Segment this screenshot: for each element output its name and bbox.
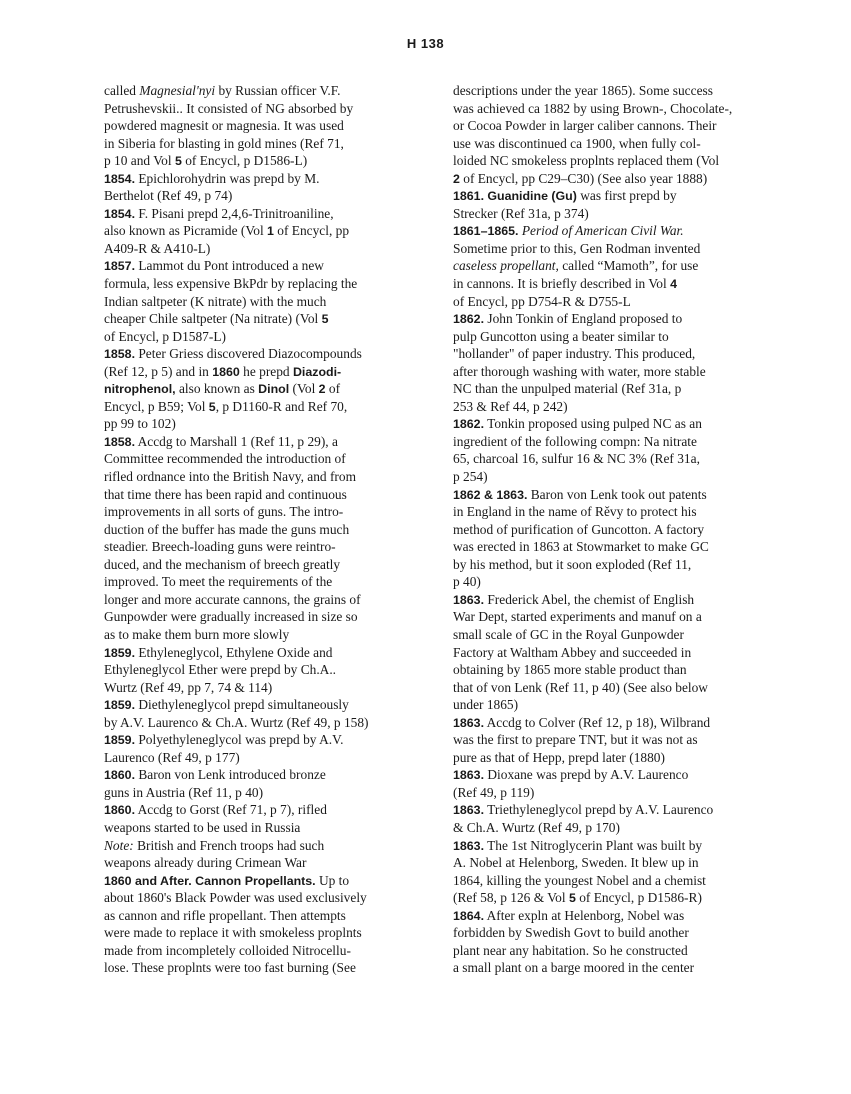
text-line (453, 240, 769, 258)
text-run: Berthelot (Ref 49, p 74) (104, 188, 233, 204)
text-line (104, 170, 422, 188)
text-line (453, 328, 769, 346)
text-run: 1863. (453, 838, 485, 853)
text-run: of (325, 381, 341, 397)
text-line (104, 942, 422, 960)
text-line (104, 573, 422, 591)
text-run: 1859. (104, 698, 136, 713)
text-run: 5 (174, 154, 182, 169)
text-line (453, 135, 769, 153)
text-run: 1860 and After. Cannon Propellants. (104, 873, 316, 888)
text-run: by A.V. Laurenco & Ch.A. Wurtz (Ref 49, p 158) (104, 714, 369, 730)
text-run: The 1st Nitroglycerin Plant was built by (484, 837, 703, 853)
text-run: Ethyleneglycol, Ethylene Oxide and (135, 644, 333, 660)
text-run: After expln at Helenborg, Nobel was (484, 907, 685, 923)
text-run: by Russian officer V.F. (215, 83, 341, 98)
text-line (104, 205, 422, 223)
text-run: or Cocoa Powder in larger caliber cannons. Their (453, 118, 717, 134)
text-run: Factory at Waltham Abbey and succeeded in (453, 644, 692, 660)
text-run: 1857. (104, 259, 136, 274)
text-run: 1859. (104, 645, 136, 660)
text-run: 1860 (212, 364, 240, 379)
text-run: 1854. (104, 206, 136, 221)
text-run: that of von Lenk (Ref 11, p 40) (See also below (453, 679, 708, 695)
text-line (453, 819, 769, 837)
text-line (104, 696, 422, 714)
text-run: about 1860's Black Powder was used exclusively (104, 890, 367, 906)
text-run: Accdg to Gorst (Ref 71, p 7), rifled (135, 802, 327, 818)
text-line (104, 152, 422, 170)
text-line (104, 731, 422, 749)
text-run: pp 99 to 102) (104, 416, 176, 432)
text-run: was first prepd by (576, 188, 677, 204)
text-line (453, 959, 769, 977)
text-line (453, 626, 769, 644)
text-run: 1863. (453, 768, 485, 783)
text-line (453, 924, 769, 942)
text-run: (Vol (289, 381, 319, 397)
text-run: improved. To meet the requirements of the (104, 574, 333, 590)
text-run: were made to replace it with smokeless proplnts (104, 925, 362, 941)
text-line (453, 503, 769, 521)
left-text-column (104, 82, 422, 977)
text-line (453, 100, 769, 118)
text-line (104, 591, 422, 609)
text-run: "hollander" of paper industry. This produced, (453, 346, 696, 362)
text-line (104, 907, 422, 925)
text-run: nitrophenol, (104, 382, 176, 397)
text-run: pulp Guncotton using a beater similar to (453, 328, 669, 344)
text-run: of Encycl, p D1586-R) (575, 890, 702, 906)
text-run: method of purification of Guncotton. A factory (453, 521, 705, 537)
text-line (453, 837, 769, 855)
text-line (453, 433, 769, 451)
text-line (104, 240, 422, 258)
text-line (104, 222, 422, 240)
text-run: made from incompletely colloided Nitrocellu- (104, 942, 351, 958)
text-line (453, 679, 769, 697)
text-line (453, 661, 769, 679)
text-run: John Tonkin of England proposed to (484, 311, 683, 327)
text-run: Magnesial'nyi (139, 83, 216, 98)
text-run: called “Mamoth”, for use (558, 258, 699, 274)
text-line (453, 345, 769, 363)
text-run: by his method, but it soon exploded (Ref 11, (453, 556, 692, 572)
text-line (453, 889, 769, 907)
text-line (104, 345, 422, 363)
text-run: A. Nobel at Helenborg, Sweden. It blew up in (453, 855, 699, 871)
text-line (104, 556, 422, 574)
text-line (104, 433, 422, 451)
text-line (104, 82, 422, 100)
text-run: 1864. (453, 908, 485, 923)
text-line (104, 766, 422, 784)
text-line (453, 257, 769, 275)
text-line (453, 450, 769, 468)
text-run: Committee recommended the introduction of (104, 451, 346, 467)
text-run: 1862 & 1863. (453, 487, 528, 502)
text-run: descriptions under the year 1865). Some success (453, 83, 713, 98)
text-line (453, 608, 769, 626)
text-run: small scale of GC in the Royal Gunpowder (453, 626, 684, 642)
text-line (104, 626, 422, 644)
text-line (453, 293, 769, 311)
text-line (453, 117, 769, 135)
text-run: Note: (104, 837, 134, 853)
text-run: , p D1160-R and Ref 70, (215, 398, 348, 414)
text-run: of Encycl, pp (273, 223, 350, 239)
text-run: British and French troops had such (133, 837, 325, 853)
text-line (453, 538, 769, 556)
text-run: Petrushevskii.. It consisted of NG absorbed by (104, 100, 354, 116)
text-line (453, 187, 769, 205)
text-run: F. Pisani prepd 2,4,6-Trinitroaniline, (135, 205, 334, 221)
text-run: Epichlorohydrin was prepd by M. (135, 170, 320, 186)
text-line (104, 889, 422, 907)
text-line (104, 275, 422, 293)
text-line (104, 819, 422, 837)
text-line (104, 187, 422, 205)
text-run: Lammot du Pont introduced a new (135, 258, 324, 274)
text-run: rifled ordnance into the British Navy, and from (104, 469, 356, 485)
text-line (453, 731, 769, 749)
text-line (104, 310, 422, 328)
text-run: under 1865) (453, 697, 519, 713)
text-run: War Dept, started experiments and manuf on a (453, 609, 702, 625)
text-run: Accdg to Colver (Ref 12, p 18), Wilbrand (484, 714, 711, 730)
text-run: 1862. (453, 312, 485, 327)
text-run: of Encycl, pp C29–C30) (See also year 1888) (459, 170, 708, 186)
text-line (104, 328, 422, 346)
text-line (104, 538, 422, 556)
text-run: 1 (267, 224, 274, 239)
text-run: lose. These proplnts were too fast burning (See (104, 960, 356, 976)
text-line (104, 415, 422, 433)
text-line (453, 854, 769, 872)
text-run: 4 (670, 277, 677, 292)
text-run: also known as Picramide (Vol (104, 223, 268, 239)
text-run: obtaining by 1865 more stable product than (453, 662, 687, 678)
text-run: that time there has been rapid and continuous (104, 486, 347, 502)
text-run: Polyethyleneglycol was prepd by A.V. (135, 732, 344, 748)
text-line (104, 450, 422, 468)
text-run: Guanidine (Gu) (487, 189, 577, 204)
text-run: Tonkin proposed using pulped NC as an (484, 416, 702, 432)
text-run: NC than the unpulped material (Ref 31a, p (453, 381, 682, 397)
text-run: 1861–1865. (453, 224, 519, 239)
text-line (104, 135, 422, 153)
text-line (104, 959, 422, 977)
text-line (104, 503, 422, 521)
text-run: in cannons. It is briefly described in Vol (453, 276, 671, 292)
text-run: weapons already during Crimean War (104, 855, 307, 871)
text-line (453, 749, 769, 767)
text-line (453, 766, 769, 784)
text-line (104, 117, 422, 135)
text-run: 1863. (453, 803, 485, 818)
text-line (453, 170, 769, 188)
text-run: Period of American Civil War. (521, 223, 684, 239)
text-run: Diethyleneglycol prepd simultaneously (135, 697, 349, 713)
text-line (104, 644, 422, 662)
text-run: caseless propellant, (453, 258, 559, 274)
text-line (104, 714, 422, 732)
text-line (453, 82, 769, 100)
text-line (453, 556, 769, 574)
text-run: was the first to prepare TNT, but it was not as (453, 732, 698, 748)
text-run: 1858. (104, 347, 136, 362)
text-line (104, 100, 422, 118)
text-run: duction of the buffer has made the guns much (104, 521, 350, 537)
text-run: Up to (315, 872, 350, 888)
text-line (453, 205, 769, 223)
text-run: Dinol (258, 382, 290, 397)
text-line (104, 608, 422, 626)
text-run: was erected in 1863 at Stowmarket to make GC (453, 539, 709, 555)
text-line (453, 872, 769, 890)
text-run: (Ref 58, p 126 & Vol (453, 890, 569, 906)
text-line (453, 573, 769, 591)
text-line (453, 521, 769, 539)
text-line (453, 907, 769, 925)
text-run: 5 (568, 891, 576, 906)
text-line (104, 661, 422, 679)
text-run: of Encycl, pp D754-R & D755-L (453, 293, 631, 309)
text-run: he prepd (239, 363, 293, 379)
text-line (453, 380, 769, 398)
text-line (104, 521, 422, 539)
text-run: 1863. (453, 592, 485, 607)
text-line (453, 310, 769, 328)
text-run: Peter Griess discovered Diazocompounds (135, 346, 362, 362)
text-run: 1859. (104, 733, 136, 748)
text-run: p 40) (453, 574, 481, 590)
text-run: p 10 and Vol (104, 153, 175, 169)
text-run: improvements in all sorts of guns. The intro- (104, 504, 344, 520)
text-run: guns in Austria (Ref 11, p 40) (104, 784, 264, 800)
text-run: Sometime prior to this, Gen Rodman invented (453, 240, 701, 256)
text-run: & Ch.A. Wurtz (Ref 49, p 170) (453, 819, 620, 835)
text-run: Baron von Lenk introduced bronze (135, 767, 326, 783)
text-run: 2 (453, 171, 460, 186)
text-run: called (104, 83, 140, 98)
text-run: after thorough washing with water, more stable (453, 363, 706, 379)
text-line (104, 872, 422, 890)
text-run: 1861. (453, 189, 485, 204)
text-run: 5 (321, 312, 329, 327)
text-line (104, 380, 422, 398)
text-line (104, 749, 422, 767)
text-line (104, 486, 422, 504)
text-line (453, 714, 769, 732)
text-line (104, 398, 422, 416)
text-line (104, 468, 422, 486)
text-run: Diazodi- (292, 364, 342, 379)
text-run: in Siberia for blasting in gold mines (Ref 71, (104, 135, 344, 151)
text-run: powdered magnesit or magnesia. It was used (104, 118, 344, 134)
text-run: duced, and the mechanism of breech greatly (104, 556, 341, 572)
text-line (453, 801, 769, 819)
text-line (104, 854, 422, 872)
text-run: weapons started to be used in Russia (104, 819, 301, 835)
text-line (453, 486, 769, 504)
text-line (453, 468, 769, 486)
text-line (104, 363, 422, 381)
text-run: a small plant on a barge moored in the center (453, 960, 695, 976)
text-run: Gunpowder were gradually increased in size so (104, 609, 358, 625)
text-run: pure as that of Hepp, prepd later (1880) (453, 749, 665, 765)
text-run: Baron von Lenk took out patents (527, 486, 707, 502)
text-run: Triethyleneglycol prepd by A.V. Laurenco (484, 802, 714, 818)
text-run: 1860. (104, 803, 136, 818)
text-run: 253 & Ref 44, p 242) (453, 398, 568, 414)
text-run: (Ref 12, p 5) and in (104, 363, 213, 379)
text-run: formula, less expensive BkPdr by replacing the (104, 276, 358, 292)
text-run: Dioxane was prepd by A.V. Laurenco (484, 767, 689, 783)
text-run: 1863. (453, 715, 485, 730)
text-run: loided NC smokeless proplnts replaced them (Vol (453, 153, 720, 169)
text-line (104, 837, 422, 855)
text-run: 1854. (104, 171, 136, 186)
text-line (453, 222, 769, 240)
text-line (104, 293, 422, 311)
text-run: in England in the name of Rěvy to protect his (453, 504, 697, 520)
text-line (453, 275, 769, 293)
text-line (453, 363, 769, 381)
text-line (453, 415, 769, 433)
text-run: ingredient of the following compn: Na nitrate (453, 433, 697, 449)
text-run: 2 (318, 382, 326, 397)
text-run: (Ref 49, p 119) (453, 784, 535, 800)
text-line (453, 784, 769, 802)
text-run: Encycl, p B59; Vol (104, 398, 209, 414)
text-run: 65, charcoal 16, sulfur 16 & NC 3% (Ref 31a, (453, 451, 700, 467)
text-run: 1860. (104, 768, 136, 783)
text-line (453, 942, 769, 960)
text-run: 1858. (104, 434, 136, 449)
text-run: longer and more accurate cannons, the grains of (104, 591, 361, 607)
text-run: cheaper Chile saltpeter (Na nitrate) (Vol (104, 311, 322, 327)
text-line (104, 679, 422, 697)
page-number: H 138 (406, 36, 445, 51)
text-run: 1864, killing the youngest Nobel and a chemist (453, 872, 706, 888)
text-run: 5 (208, 399, 216, 414)
text-run: Indian saltpeter (K nitrate) with the much (104, 293, 327, 309)
text-run: of Encycl, p D1586-L) (181, 153, 308, 169)
text-run: as cannon and rifle propellant. Then attempts (104, 907, 346, 923)
right-text-column (453, 82, 769, 977)
text-run: use was discontinued ca 1900, when fully col- (453, 135, 701, 151)
text-line (104, 801, 422, 819)
text-run: Accdg to Marshall 1 (Ref 11, p 29), a (135, 433, 338, 449)
text-run: steadier. Breech-loading guns were reintro- (104, 539, 336, 555)
text-run: p 254) (453, 469, 488, 485)
text-line (453, 152, 769, 170)
text-run: also known as (175, 381, 259, 397)
text-line (104, 924, 422, 942)
text-run: Wurtz (Ref 49, pp 7, 74 & 114) (104, 679, 273, 695)
text-run: Laurenco (Ref 49, p 177) (104, 749, 240, 765)
text-run: forbidden by Swedish Govt to build another (453, 925, 689, 941)
text-run: 1862. (453, 417, 485, 432)
text-run: plant near any habitation. So he constructed (453, 942, 688, 958)
text-run: Frederick Abel, the chemist of English (484, 591, 695, 607)
text-run: was achieved ca 1882 by using Brown-, Chocolate-, (453, 100, 733, 116)
text-line (453, 644, 769, 662)
text-line (453, 398, 769, 416)
text-line (104, 257, 422, 275)
text-run: Strecker (Ref 31a, p 374) (453, 205, 589, 221)
text-line (104, 784, 422, 802)
text-line (453, 696, 769, 714)
text-run: A409-R & A410-L) (104, 240, 211, 256)
text-run: Ethyleneglycol Ether were prepd by Ch.A.. (104, 662, 337, 678)
text-run: as to make them burn more slowly (104, 626, 290, 642)
text-line (453, 591, 769, 609)
text-run: of Encycl, p D1587-L) (104, 328, 226, 344)
